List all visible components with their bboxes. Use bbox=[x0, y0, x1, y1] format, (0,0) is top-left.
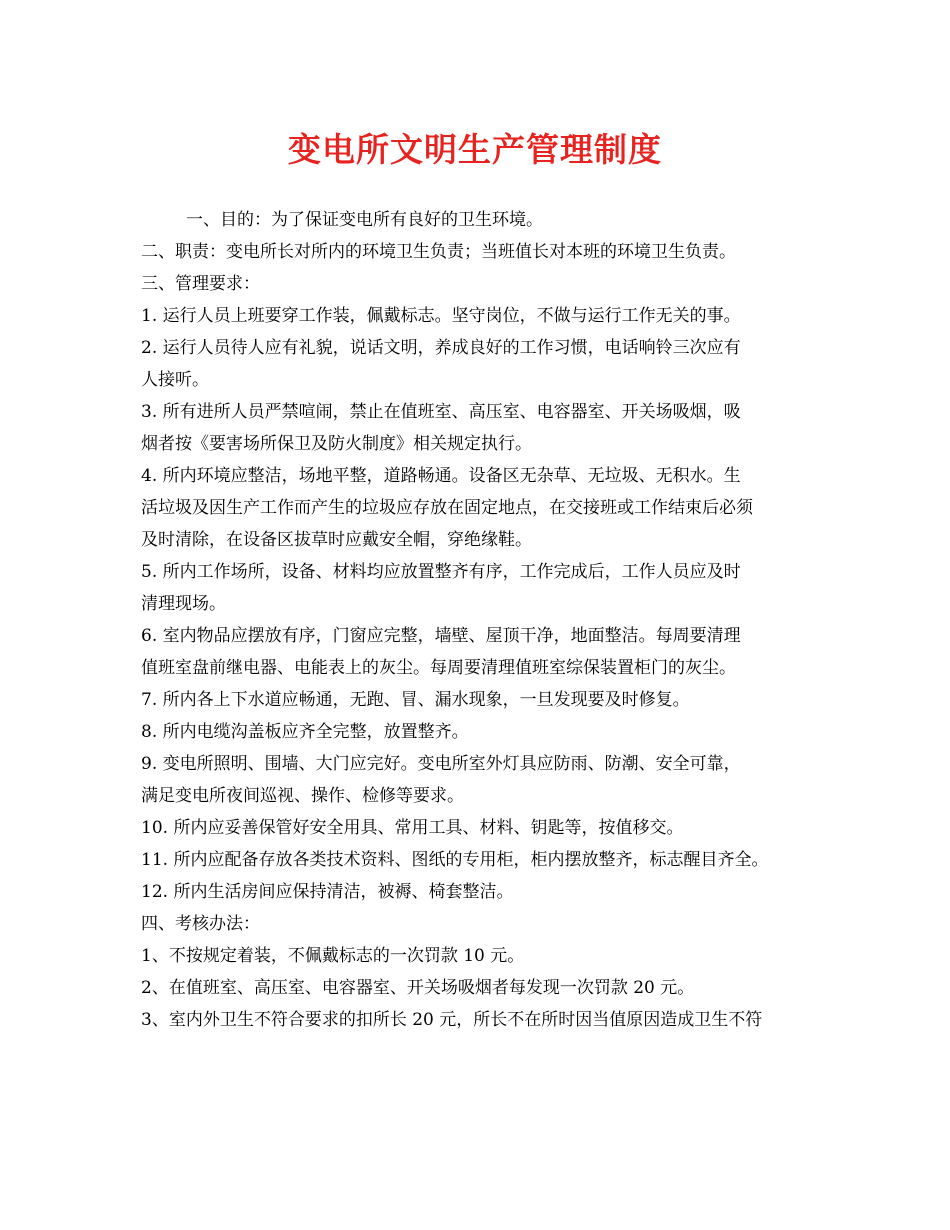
paragraph-line: 9. 变电所照明、围墙、大门应完好。变电所室外灯具应防雨、防潮、安全可靠， bbox=[141, 754, 741, 774]
paragraph-line: 1. 运行人员上班要穿工作装，佩戴标志。坚守岗位，不做与运行工作无关的事。 bbox=[141, 306, 741, 326]
paragraph-line: 1、不按规定着装，不佩戴标志的一次罚款 10 元。 bbox=[141, 946, 525, 966]
paragraph-line: 11. 所内应配备存放各类技术资料、图纸的专用柜，柜内摆放整齐，标志醒目齐全。 bbox=[141, 850, 769, 870]
paragraph-line: 3、室内外卫生不符合要求的扣所长 20 元，所长不在所时因当值原因造成卫生不符 bbox=[141, 1010, 763, 1030]
document-body bbox=[141, 204, 831, 1036]
paragraph-line: 2. 运行人员待人应有礼貌，说话文明，养成良好的工作习惯，电话响铃三次应有 bbox=[141, 338, 741, 358]
paragraph-line: 5. 所内工作场所，设备、材料均应放置整齐有序，工作完成后，工作人员应及时 bbox=[141, 562, 741, 582]
paragraph-line: 满足变电所夜间巡视、操作、检修等要求。 bbox=[141, 786, 464, 806]
paragraph-line: 4. 所内环境应整洁，场地平整，道路畅通。设备区无杂草、无垃圾、无积水。生 bbox=[141, 466, 741, 486]
paragraph-line: 一、目的：为了保证变电所有良好的卫生环境。 bbox=[186, 210, 543, 230]
paragraph-line: 2、在值班室、高压室、电容器室、开关场吸烟者每发现一次罚款 20 元。 bbox=[141, 978, 695, 998]
paragraph-line: 烟者按《要害场所保卫及防火制度》相关规定执行。 bbox=[141, 434, 532, 454]
document-title: 变电所文明生产管理制度 bbox=[288, 130, 662, 169]
paragraph-line: 6. 室内物品应摆放有序，门窗应完整，墙壁、屋顶干净，地面整洁。每周要清理 bbox=[141, 626, 741, 646]
paragraph-line: 清理现场。 bbox=[141, 594, 226, 614]
paragraph-line: 人接听。 bbox=[141, 370, 209, 390]
paragraph-line: 值班室盘前继电器、电能表上的灰尘。每周要清理值班室综保装置柜门的灰尘。 bbox=[141, 658, 736, 678]
paragraph-line: 二、职责：变电所长对所内的环境卫生负责；当班值长对本班的环境卫生负责。 bbox=[141, 242, 736, 262]
paragraph-line: 7. 所内各上下水道应畅通，无跑、冒、漏水现象，一旦发现要及时修复。 bbox=[141, 690, 690, 710]
paragraph-line: 及时清除，在设备区拔草时应戴安全帽，穿绝缘鞋。 bbox=[141, 530, 532, 550]
paragraph-line: 3. 所有进所人员严禁喧闹，禁止在值班室、高压室、电容器室、开关场吸烟，吸 bbox=[141, 402, 741, 422]
paragraph-line: 10. 所内应妥善保管好安全用具、常用工具、材料、钥匙等，按值移交。 bbox=[141, 818, 684, 838]
paragraph-line: 三、管理要求： bbox=[141, 274, 260, 294]
paragraph-line: 活垃圾及因生产工作而产生的垃圾应存放在固定地点，在交接班或工作结束后必须 bbox=[141, 498, 753, 518]
paragraph-line: 四、考核办法： bbox=[141, 914, 260, 934]
paragraph-line: 12. 所内生活房间应保持清洁，被褥、椅套整洁。 bbox=[141, 882, 514, 902]
paragraph-line: 8. 所内电缆沟盖板应齐全完整，放置整齐。 bbox=[141, 722, 469, 742]
